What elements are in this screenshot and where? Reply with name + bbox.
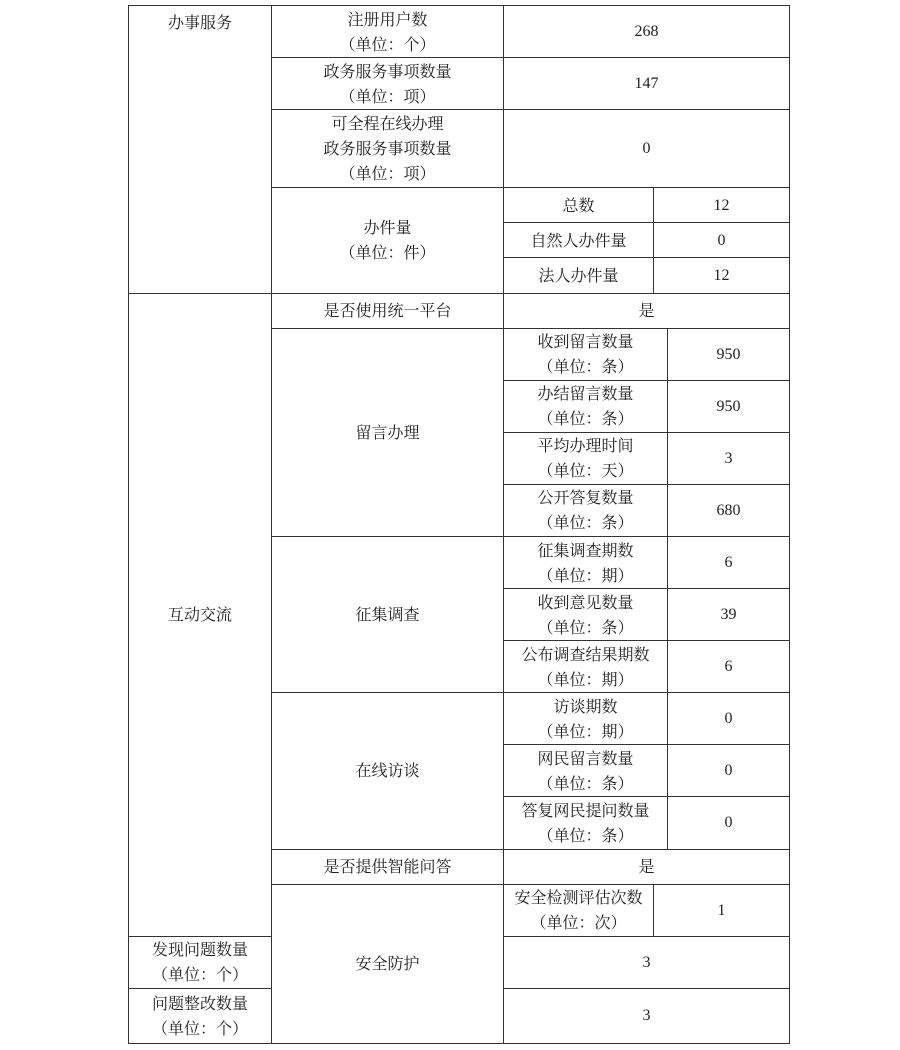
issues-found-label: 发现问题数量 （单位：个） bbox=[129, 936, 272, 988]
interview-netizen-msgs-value: 0 bbox=[668, 745, 790, 797]
interview-label: 在线访谈 bbox=[272, 693, 504, 849]
interview-answered-label: 答复网民提问数量 （单位：条） bbox=[504, 797, 668, 849]
handled-natural-label: 自然人办件量 bbox=[504, 223, 654, 258]
messages-avg-time-value: 3 bbox=[668, 432, 790, 484]
messages-closed-label: 办结留言数量 （单位：条） bbox=[504, 380, 668, 432]
category-interaction: 互动交流 bbox=[129, 293, 272, 936]
full-online-label: 可全程在线办理 政务服务事项数量 （单位：项） bbox=[272, 110, 504, 188]
messages-public-replies-label: 公开答复数量 （单位：条） bbox=[504, 484, 668, 536]
survey-periods-value: 6 bbox=[668, 536, 790, 588]
interview-periods-label: 访谈期数 （单位：期） bbox=[504, 693, 668, 745]
survey-opinions-value: 39 bbox=[668, 589, 790, 641]
table-row bbox=[129, 6, 790, 58]
full-online-value: 0 bbox=[504, 110, 790, 188]
messages-public-replies-value: 680 bbox=[668, 484, 790, 536]
interview-netizen-msgs-label: 网民留言数量 （单位：条） bbox=[504, 745, 668, 797]
handled-natural-value: 0 bbox=[654, 223, 790, 258]
assessments-value: 1 bbox=[654, 884, 790, 936]
interview-answered-value: 0 bbox=[668, 797, 790, 849]
table-row bbox=[129, 293, 790, 328]
category-service: 办事服务 bbox=[129, 6, 272, 294]
issues-fixed-value: 3 bbox=[504, 988, 790, 1043]
messages-received-value: 950 bbox=[668, 328, 790, 380]
assessments-label: 安全检测评估次数 （单位：次） bbox=[504, 884, 654, 936]
handled-legal-label: 法人办件量 bbox=[504, 258, 654, 293]
unified-platform-value: 是 bbox=[504, 293, 790, 328]
survey-results-value: 6 bbox=[668, 641, 790, 693]
handled-total-label: 总数 bbox=[504, 188, 654, 223]
service-items-label: 政务服务事项数量 （单位：项） bbox=[272, 58, 504, 110]
messages-received-label: 收到留言数量 （单位：条） bbox=[504, 328, 668, 380]
messages-avg-time-label: 平均办理时间 （单位：天） bbox=[504, 432, 668, 484]
survey-label: 征集调查 bbox=[272, 536, 504, 692]
registered-users-label: 注册用户数 （单位：个） bbox=[272, 6, 504, 58]
issues-fixed-label: 问题整改数量 （单位：个） bbox=[129, 988, 272, 1043]
smart-qa-value: 是 bbox=[504, 849, 790, 884]
category-security: 安全防护 bbox=[272, 884, 504, 1043]
handled-legal-value: 12 bbox=[654, 258, 790, 293]
survey-results-label: 公布调查结果期数 （单位：期） bbox=[504, 641, 668, 693]
messages-closed-value: 950 bbox=[668, 380, 790, 432]
service-items-value: 147 bbox=[504, 58, 790, 110]
issues-found-value: 3 bbox=[504, 936, 790, 988]
unified-platform-label: 是否使用统一平台 bbox=[272, 293, 504, 328]
handled-label: 办件量 （单位：件） bbox=[272, 188, 504, 293]
smart-qa-label: 是否提供智能问答 bbox=[272, 849, 504, 884]
statistics-table bbox=[128, 5, 790, 1044]
handled-total-value: 12 bbox=[654, 188, 790, 223]
survey-periods-label: 征集调查期数 （单位：期） bbox=[504, 536, 668, 588]
messages-label: 留言办理 bbox=[272, 328, 504, 536]
registered-users-value: 268 bbox=[504, 6, 790, 58]
survey-opinions-label: 收到意见数量 （单位：条） bbox=[504, 589, 668, 641]
interview-periods-value: 0 bbox=[668, 693, 790, 745]
